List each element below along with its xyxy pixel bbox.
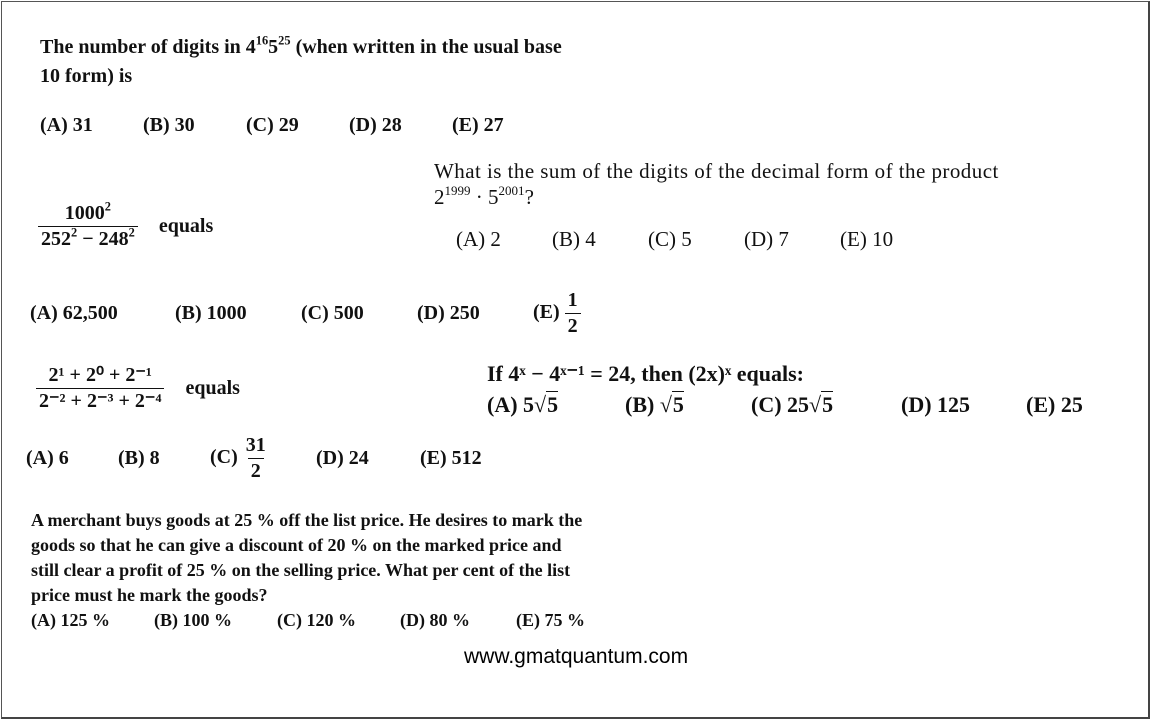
option-d[interactable]: (D) 24 xyxy=(316,447,369,469)
option-e[interactable]: (E) 512 xyxy=(420,447,482,469)
question-merchant-markup xyxy=(31,508,585,633)
answer-options xyxy=(434,226,999,252)
question-fraction-1000 xyxy=(38,199,214,250)
option-b[interactable]: (B) 4 xyxy=(552,227,596,251)
option-a[interactable]: (A) 62,500 xyxy=(30,302,118,324)
question-exponential-equation xyxy=(487,358,1083,420)
option-c[interactable]: (C) 25√5 xyxy=(751,392,834,417)
option-a[interactable]: (A) 6 xyxy=(26,447,69,469)
option-d[interactable]: (D) 80 % xyxy=(400,610,470,630)
question-text: The number of digits in $4^{16}5^{25}$ (when written in the usual base xyxy=(40,33,562,58)
option-d[interactable]: (D) 125 xyxy=(901,392,971,417)
question-text-line: price must he mark the goods? xyxy=(31,585,268,605)
option-c[interactable]: (C) 120 % xyxy=(277,610,356,630)
option-e[interactable]: (E) $\frac{1}{2}$ xyxy=(533,290,581,337)
question-text-line: A merchant buys goods at 25 % off the list price. He desires to mark the xyxy=(31,510,583,530)
option-b[interactable]: (B) 1000 xyxy=(175,302,247,324)
option-c[interactable]: (C) $\frac{31}{2}$ xyxy=(210,434,266,482)
question-text: What is the sum of the digits of the decimal form of the product xyxy=(434,159,999,183)
question-text-line: goods so that he can give a discount of 20 % on the marked price and xyxy=(31,535,562,555)
question-text-line: still clear a profit of 25 % on the selling price. What per cent of the list xyxy=(31,560,571,580)
option-e[interactable]: (E) 25 xyxy=(1026,392,1083,417)
option-a[interactable]: (A) 2 xyxy=(456,227,501,251)
question-digits-count xyxy=(40,33,562,140)
option-a[interactable]: (A) 5√5 xyxy=(487,392,559,417)
option-e[interactable]: (E) 75 % xyxy=(516,610,585,630)
option-e[interactable]: (E) 27 xyxy=(452,114,504,136)
fraction: $\frac{\text{2¹ + 2⁰ + 2⁻¹}}{\text{2⁻² + 2⁻³ + 2⁻⁴}}$ xyxy=(36,365,164,412)
fraction: $\frac{1000^2}{252^2 - 248^2}$ xyxy=(38,203,138,250)
option-d[interactable]: (D) 28 xyxy=(349,114,402,136)
answer-options xyxy=(40,111,562,140)
option-b[interactable]: (B) √5 xyxy=(625,392,684,417)
equals-label: equals xyxy=(158,215,214,237)
question-text: If 4ˣ − 4ˣ⁻¹ = 24, then (2x)ˣ equals: xyxy=(487,361,805,386)
option-c[interactable]: (C) 29 xyxy=(246,114,299,136)
option-b[interactable]: (B) 100 % xyxy=(154,610,232,630)
answer-options xyxy=(30,290,581,337)
answer-options xyxy=(487,389,1083,420)
option-a[interactable]: (A) 31 xyxy=(40,114,93,136)
option-e[interactable]: (E) 10 xyxy=(840,227,894,251)
question-digit-sum xyxy=(434,158,999,252)
question-expression: $2^{1999} \cdot 5^{2001}$? xyxy=(434,182,534,209)
option-b[interactable]: (B) 30 xyxy=(143,114,195,136)
option-b[interactable]: (B) 8 xyxy=(118,447,160,469)
question-powers-of-two xyxy=(36,365,240,412)
website-url: www.gmatquantum.com xyxy=(464,645,689,668)
option-a[interactable]: (A) 125 % xyxy=(31,610,110,630)
answer-options xyxy=(26,435,482,482)
option-c[interactable]: (C) 500 xyxy=(301,302,364,324)
option-d[interactable]: (D) 250 xyxy=(417,302,480,324)
equals-label: equals xyxy=(185,377,240,399)
option-c[interactable]: (C) 5 xyxy=(648,227,692,251)
question-text-line2: 10 form) is xyxy=(40,65,133,87)
option-d[interactable]: (D) 7 xyxy=(744,227,789,251)
answer-options xyxy=(31,608,585,633)
